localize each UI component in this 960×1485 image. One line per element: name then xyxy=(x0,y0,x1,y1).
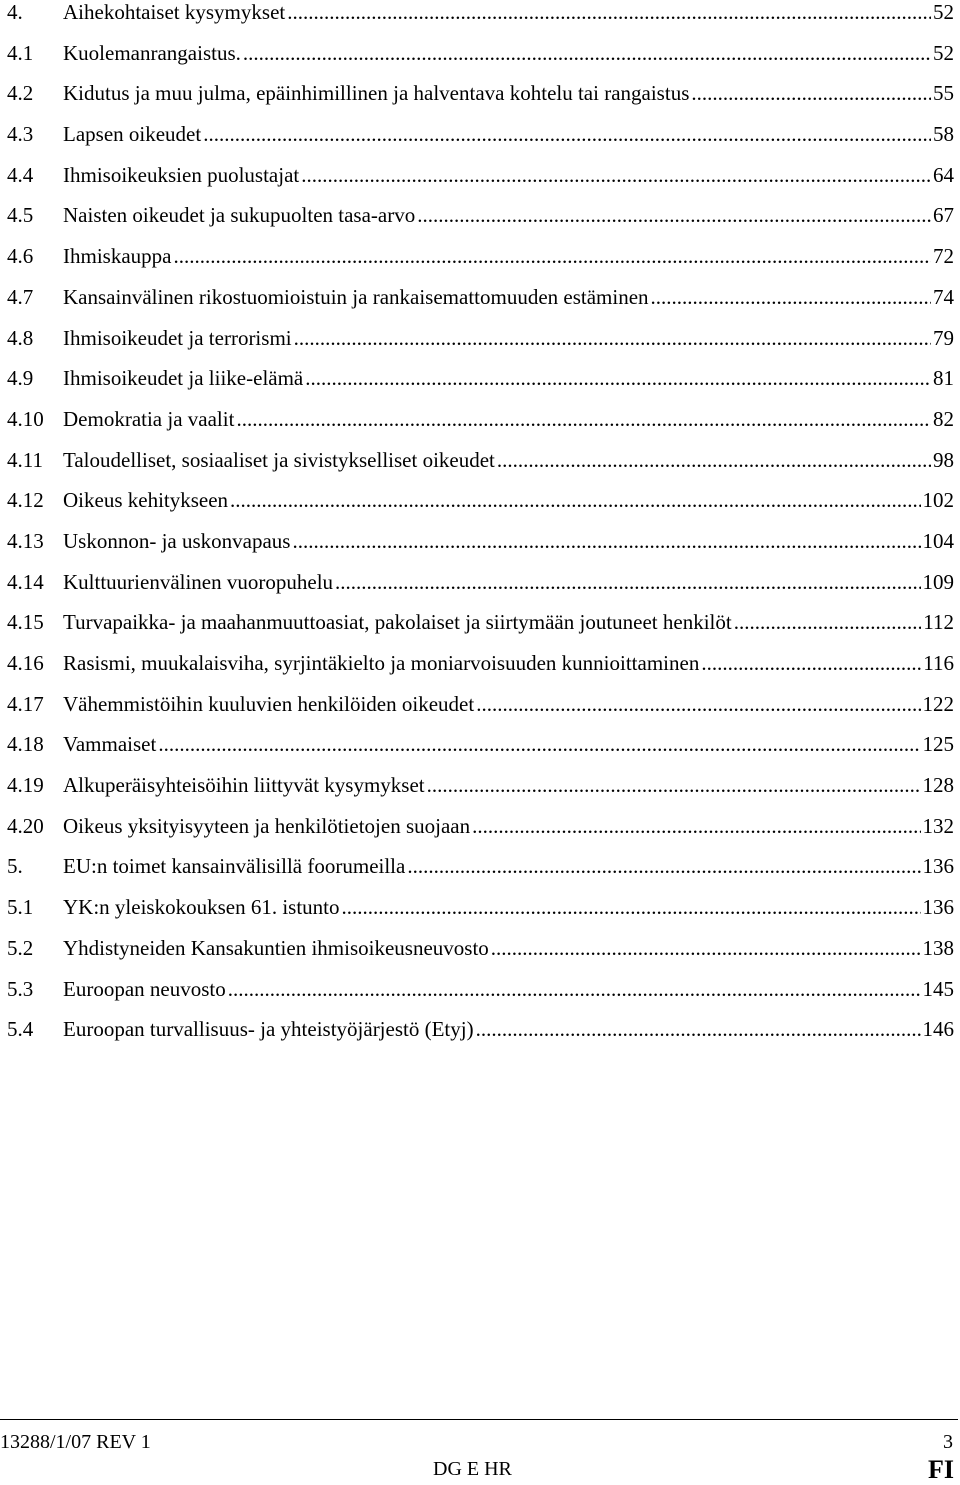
toc-entry-title: Turvapaikka- ja maahanmuuttoasiat, pakolaiset ja siirtymään joutuneet henkilöt xyxy=(63,610,732,635)
toc-dot-leader xyxy=(701,643,921,684)
toc-entry[interactable] xyxy=(7,806,954,847)
toc-entry-page: 136 xyxy=(922,895,954,920)
toc-entry-page: 116 xyxy=(923,651,954,675)
toc-entry-page: 109 xyxy=(922,569,954,594)
toc-entry-title: Kansainvälinen rikostuomioistuin ja rankaisemattomuuden estäminen xyxy=(63,284,649,309)
toc-entry[interactable] xyxy=(7,195,954,236)
toc-entry-title: Ihmisoikeudet ja liike-elämä xyxy=(63,366,304,391)
toc-entry-number: 4.12 xyxy=(7,488,44,513)
toc-dot-leader xyxy=(173,236,931,277)
toc-entry-title: YK:n yleiskokouksen 61. istunto xyxy=(63,895,340,920)
toc-dot-leader xyxy=(305,358,931,399)
toc-entry-number: 4.13 xyxy=(7,528,44,553)
toc-entry-number: 4.15 xyxy=(7,610,44,635)
toc-entry-page: 128 xyxy=(922,773,954,798)
toc-entry-page: 72 xyxy=(933,244,954,269)
toc-entry-page: 82 xyxy=(933,406,954,431)
department-code: DG E HR xyxy=(433,1458,512,1480)
toc-dot-leader xyxy=(228,969,921,1010)
toc-entry-page: 64 xyxy=(933,162,954,187)
toc-dot-leader xyxy=(476,1009,921,1050)
toc-dot-leader xyxy=(651,277,931,318)
toc-dot-leader xyxy=(301,155,931,196)
toc-entry-page: 122 xyxy=(922,691,954,716)
toc-dot-leader xyxy=(472,806,920,847)
toc-entry[interactable] xyxy=(7,724,954,765)
toc-dot-leader xyxy=(243,33,931,74)
toc-entry-page: 52 xyxy=(933,0,954,24)
toc-entry-title: Euroopan neuvosto xyxy=(63,976,226,1001)
toc-entry-page: 145 xyxy=(922,976,954,1001)
toc-entry-page: 81 xyxy=(933,366,954,391)
toc-entry-page: 79 xyxy=(933,325,954,350)
toc-entry-number: 4.14 xyxy=(7,569,44,594)
toc-entry[interactable] xyxy=(7,480,954,521)
toc-entry-number: 5. xyxy=(7,854,23,879)
toc-entry-page: 125 xyxy=(922,732,954,757)
toc-entry[interactable] xyxy=(7,73,954,114)
table-of-contents xyxy=(7,0,954,1050)
toc-entry-title: Ihmisoikeudet ja terrorismi xyxy=(63,325,292,350)
toc-entry-number: 4.9 xyxy=(7,366,34,391)
toc-dot-leader xyxy=(203,114,931,155)
toc-dot-leader xyxy=(335,562,920,603)
toc-entry-page: 146 xyxy=(922,1017,954,1042)
toc-dot-leader xyxy=(734,602,922,643)
toc-dot-leader xyxy=(476,684,920,725)
toc-entry[interactable] xyxy=(7,358,954,399)
toc-dot-leader xyxy=(691,73,931,114)
toc-entry-number: 4.7 xyxy=(7,284,34,309)
toc-entry[interactable] xyxy=(7,236,954,277)
toc-dot-leader xyxy=(230,480,920,521)
toc-entry-number: 4.19 xyxy=(7,773,44,798)
toc-entry-number: 5.1 xyxy=(7,895,34,920)
toc-dot-leader xyxy=(417,195,931,236)
toc-entry-page: 104 xyxy=(922,528,954,553)
document-code: 13288/1/07 REV 1 xyxy=(0,1431,151,1453)
toc-dot-leader xyxy=(342,887,921,928)
toc-entry[interactable] xyxy=(7,399,954,440)
toc-entry-number: 4. xyxy=(7,0,23,24)
toc-entry-page: 74 xyxy=(933,284,954,309)
toc-entry-title: Vammaiset xyxy=(63,732,157,757)
toc-entry[interactable] xyxy=(7,0,954,33)
toc-dot-leader xyxy=(236,399,931,440)
toc-dot-leader xyxy=(491,928,921,969)
toc-entry-title: Lapsen oikeudet xyxy=(63,122,202,147)
toc-entry-number: 4.6 xyxy=(7,244,34,269)
toc-entry-page: 58 xyxy=(933,122,954,147)
toc-entry[interactable] xyxy=(7,602,954,643)
toc-entry-title: Ihmiskauppa xyxy=(63,244,172,269)
toc-entry-page: 112 xyxy=(923,610,954,635)
toc-entry-page: 132 xyxy=(922,813,954,838)
toc-entry-title: Aihekohtaiset kysymykset xyxy=(63,0,286,24)
toc-dot-leader xyxy=(427,765,921,806)
toc-entry-number: 5.3 xyxy=(7,976,34,1001)
toc-entry-title: Demokratia ja vaalit xyxy=(63,406,235,431)
toc-entry-title: Ihmisoikeuksien puolustajat xyxy=(63,162,300,187)
toc-entry-page: 55 xyxy=(933,81,954,106)
page-number: 3 xyxy=(943,1431,953,1453)
toc-entry[interactable] xyxy=(7,318,954,359)
toc-entry[interactable] xyxy=(7,643,954,684)
toc-entry[interactable] xyxy=(7,277,954,318)
toc-entry-page: 98 xyxy=(933,447,954,472)
toc-entry-number: 4.1 xyxy=(7,40,34,65)
toc-entry-title: Naisten oikeudet ja sukupuolten tasa-arvo xyxy=(63,203,416,228)
toc-entry[interactable] xyxy=(7,765,954,806)
toc-dot-leader xyxy=(497,440,931,481)
toc-entry-number: 5.4 xyxy=(7,1017,34,1042)
toc-entry-title: Yhdistyneiden Kansakuntien ihmisoikeusneuvosto xyxy=(63,935,489,960)
toc-entry-number: 4.2 xyxy=(7,81,34,106)
toc-entry[interactable] xyxy=(7,969,954,1010)
toc-entry-title: Vähemmistöihin kuuluvien henkilöiden oikeudet xyxy=(63,691,475,716)
toc-entry-number: 4.18 xyxy=(7,732,44,757)
toc-dot-leader xyxy=(287,0,931,33)
toc-dot-leader xyxy=(292,521,920,562)
toc-dot-leader xyxy=(294,318,931,359)
toc-entry-title: Euroopan turvallisuus- ja yhteistyöjärjestö (Etyj) xyxy=(63,1017,474,1042)
toc-entry-title: Kulttuurienvälinen vuoropuhelu xyxy=(63,569,334,594)
toc-entry-number: 4.16 xyxy=(7,651,44,675)
toc-entry-page: 67 xyxy=(933,203,954,228)
toc-entry-number: 4.5 xyxy=(7,203,34,228)
toc-entry[interactable] xyxy=(7,887,954,928)
toc-entry-number: 4.20 xyxy=(7,813,44,838)
toc-entry-number: 4.10 xyxy=(7,406,44,431)
toc-entry[interactable] xyxy=(7,155,954,196)
toc-entry-number: 4.11 xyxy=(7,447,43,472)
toc-entry-number: 4.4 xyxy=(7,162,34,187)
toc-dot-leader xyxy=(407,846,920,887)
language-code: FI xyxy=(928,1455,954,1484)
toc-entry-page: 138 xyxy=(922,935,954,960)
toc-entry[interactable] xyxy=(7,846,954,887)
toc-entry-page: 102 xyxy=(922,488,954,513)
toc-entry-title: Oikeus yksityisyyteen ja henkilötietojen suojaan xyxy=(63,813,471,838)
toc-entry[interactable] xyxy=(7,440,954,481)
toc-entry-number: 4.8 xyxy=(7,325,34,350)
toc-entry[interactable] xyxy=(7,114,954,155)
toc-entry-title: Kuolemanrangaistus. xyxy=(63,40,241,65)
toc-entry-title: Kidutus ja muu julma, epäinhimillinen ja halventava kohtelu tai rangaistus xyxy=(63,81,690,106)
toc-entry-number: 4.3 xyxy=(7,122,34,147)
toc-entry-title: Taloudelliset, sosiaaliset ja sivistykselliset oikeudet xyxy=(63,447,495,472)
toc-entry[interactable] xyxy=(7,1009,954,1050)
toc-entry[interactable] xyxy=(7,521,954,562)
toc-entry-page: 136 xyxy=(922,854,954,879)
toc-dot-leader xyxy=(158,724,920,765)
toc-entry[interactable] xyxy=(7,928,954,969)
toc-entry[interactable] xyxy=(7,33,954,74)
toc-entry-title: Oikeus kehitykseen xyxy=(63,488,229,513)
toc-entry-title: Rasismi, muukalaisviha, syrjintäkielto ja moniarvoisuuden kunnioittaminen xyxy=(63,651,700,675)
toc-entry-page: 52 xyxy=(933,40,954,65)
toc-entry[interactable] xyxy=(7,562,954,603)
toc-entry-title: EU:n toimet kansainvälisillä foorumeilla xyxy=(63,854,406,879)
toc-entry-number: 4.17 xyxy=(7,691,44,716)
toc-entry-title: Uskonnon- ja uskonvapaus xyxy=(63,528,291,553)
toc-entry-title: Alkuperäisyhteisöihin liittyvät kysymykset xyxy=(63,773,425,798)
footer-divider xyxy=(0,1419,958,1420)
toc-entry[interactable] xyxy=(7,684,954,725)
toc-entry-number: 5.2 xyxy=(7,935,34,960)
